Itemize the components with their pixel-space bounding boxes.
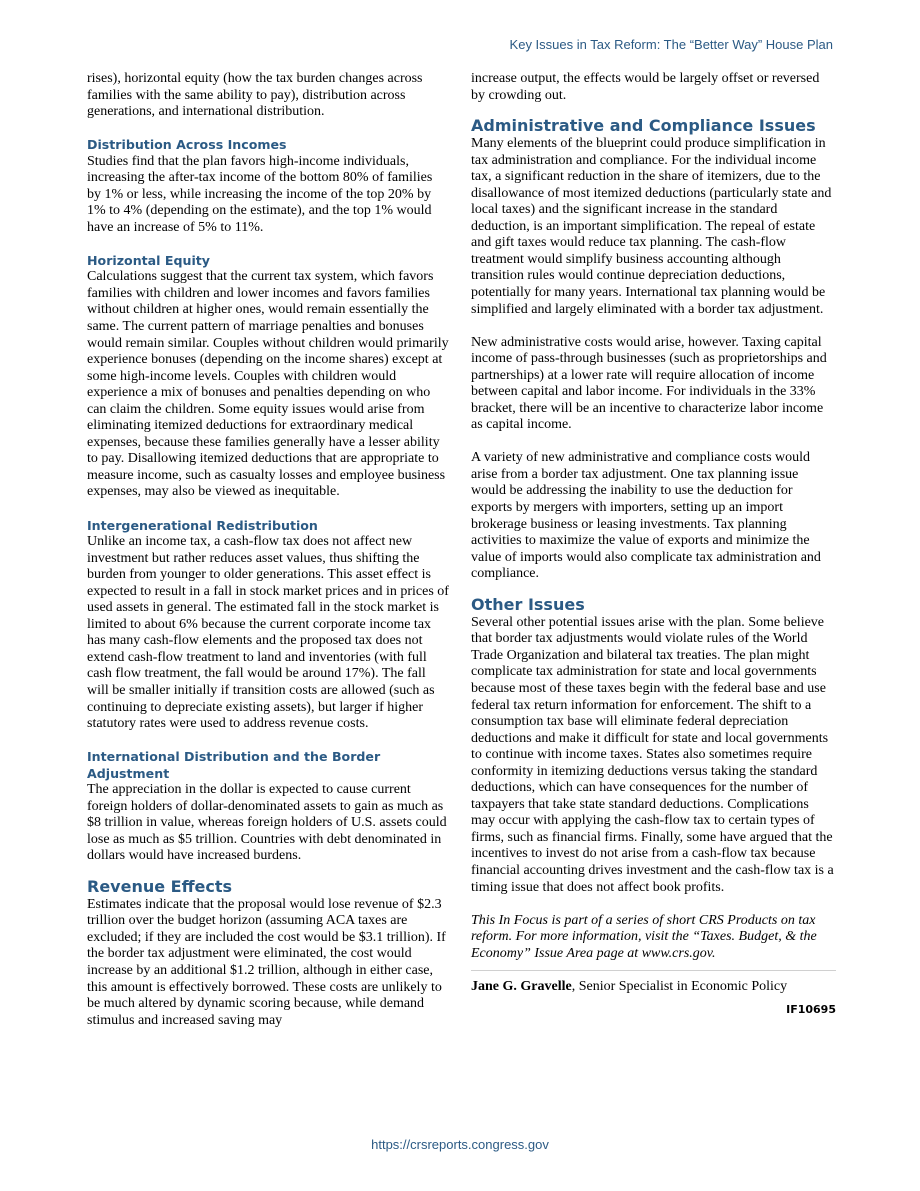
horizontal-equity-paragraph: Calculations suggest that the current tax system, which favors families with children and lower incomes and favors families without children at higher ones, would remain essentially the same. The current pattern of marriage penalties and bonuses would remain similar. Couples without children would primarily experience bonuses (depending on the income shares) except at some high-income levels. Couples with children would experience a mix of bonuses and penalties depending on who can claim the children. Some equity issues would arise from eliminating itemized deductions for extraordinary medical expenses, because these families generally have a lesser ability to pay. Disallowing itemized deductions that are appropriate to measure income, such as casualty losses and employee business expenses, may also be viewed as inequitable. (87, 269, 449, 500)
footer-url[interactable]: https://crsreports.congress.gov (371, 1137, 549, 1152)
author-name: Jane G. Gravelle (471, 979, 572, 995)
admin-paragraph-3: A variety of new administrative and compliance costs would arise from a border tax adjustment. One tax planning issue would be addressing the inability to use the deduction for exports by mergers with importers, setting up an import brokerage business or leasing investments. Tax planning activities to maximize the value of exports and minimize the value of imports would also complicate tax administration and compliance. (471, 450, 821, 582)
author-line (471, 979, 836, 996)
author-title: , Senior Specialist in Economic Policy (571, 979, 788, 995)
running-header: Key Issues in Tax Reform: The “Better Way” House Plan (509, 37, 833, 52)
international-heading: International Distribution and the Border Adjustment (87, 749, 381, 781)
right-column (471, 71, 836, 1018)
intergenerational-paragraph: Unlike an income tax, a cash-flow tax does not affect new investment but rather reduces asset values, thus shifting the burden from younger to older generations. This asset effect is expected to result in a fall in stock market prices and in prices of used assets in general. The estimated fall in the stock market is limited to about 6% because the current corporate income tax has many cash-flow elements and the proposed tax does not extend cash-flow treatment to land and inventories (with full cash flow treatment, the fall would be around 17%). The fall will be smaller initially if transition costs are allowed (such as continuing to depreciate existing assets), but larger if higher statutory rates were used to address revenue costs. (87, 534, 449, 732)
intergenerational-heading: Intergenerational Redistribution (87, 517, 318, 533)
admin-paragraph-1: Many elements of the blueprint could produce simplification in tax administration and compliance. For the individual income tax, a significant reduction in the share of itemizers, due to the disallowance of most itemized deductions (particularly state and local taxes) and the significant increase in the standard deduction, is an important simplification. The repeal of estate and gift taxes would reduce tax planning. The cash-flow treatment would simplify business accounting although transition rules would continue depreciation deductions, potentially for many years. International tax planning would be simplified and largely eliminated with a border tax adjustment. (471, 136, 832, 317)
revenue-effects-heading: Revenue Effects (87, 876, 233, 896)
revenue-effects-paragraph: Estimates indicate that the proposal would lose revenue of $2.3 trillion over the budget horizon (assuming ACA taxes are excluded; if they are included the cost would be $3.1 trillion). If the border tax adjustment were eliminated, the cost would increase by an additional $1.2 trillion, although in either case, this amount is effectively borrowed. These costs are unlikely to be much altered by dynamic scoring because, while demand stimulus and increased saving may (87, 896, 446, 1028)
intro-paragraph: rises), horizontal equity (how the tax burden changes across families with the same ability to pay), distribution across generations, and international distribution. (87, 71, 423, 120)
admin-compliance-heading: Administrative and Compliance Issues (471, 116, 816, 136)
other-issues-heading: Other Issues (471, 594, 585, 614)
left-column (87, 71, 449, 1029)
horizontal-equity-heading: Horizontal Equity (87, 252, 211, 268)
divider (471, 970, 836, 971)
other-issues-paragraph: Several other potential issues arise with the plan. Some believe that border tax adjustments would violate rules of the World Trade Organization and bilateral tax treaties. The plan might complicate tax administration for state and local governments because most of these taxes begin with the federal base and use federal tax return information for enforcement. The shift to a consumption tax base will eliminate federal depreciation deductions and make it difficult for state and local governments to continue with income taxes. States also sometimes require conformity in itemizing deductions versus taking the standard deductions, which can have consequences for the number of taxpayers that take state standard deductions. Complications may occur with applying the cash-flow tax to certain types of firms, such as financial firms. Finally, some have argued that the incentives to invest do not arise from a cash-flow tax because financial accounting drives investment and the cash-flow tax is a timing issue that does not affect book profits. (471, 614, 834, 895)
distribution-heading: Distribution Across Incomes (87, 137, 287, 153)
international-paragraph: The appreciation in the dollar is expected to cause current foreign holders of dollar-denominated assets to gain as much as $8 trillion in value, whereas foreign holders of U.S. assets could lose as much as $5 trillion. Countries with debt denominated in dollars would have increased burdens. (87, 782, 447, 864)
distribution-paragraph: Studies find that the plan favors high-income individuals, increasing the after-tax income of the bottom 80% of families by 1% or less, while increasing the income of the top 20% by 1% to 4% (depending on the estimate), and the top 1% would have an increase of 5% to 11%. (87, 153, 433, 235)
product-code: IF10695 (786, 1002, 836, 1016)
admin-paragraph-2: New administrative costs would arise, however. Taxing capital income of pass-through businesses (such as proprietorships and partnerships) at a lower rate will require allocation of income between capital and labor income. For individuals in the 33% bracket, there will be an incentive to characterize labor income as capital income. (471, 334, 827, 433)
series-note: This In Focus is part of a series of short CRS Products on tax reform. For more information, visit the “Taxes. Budget, & the Economy” Issue Area page at www.crs.gov. (471, 912, 817, 961)
continued-paragraph: increase output, the effects would be largely offset or reversed by crowding out. (471, 71, 820, 103)
